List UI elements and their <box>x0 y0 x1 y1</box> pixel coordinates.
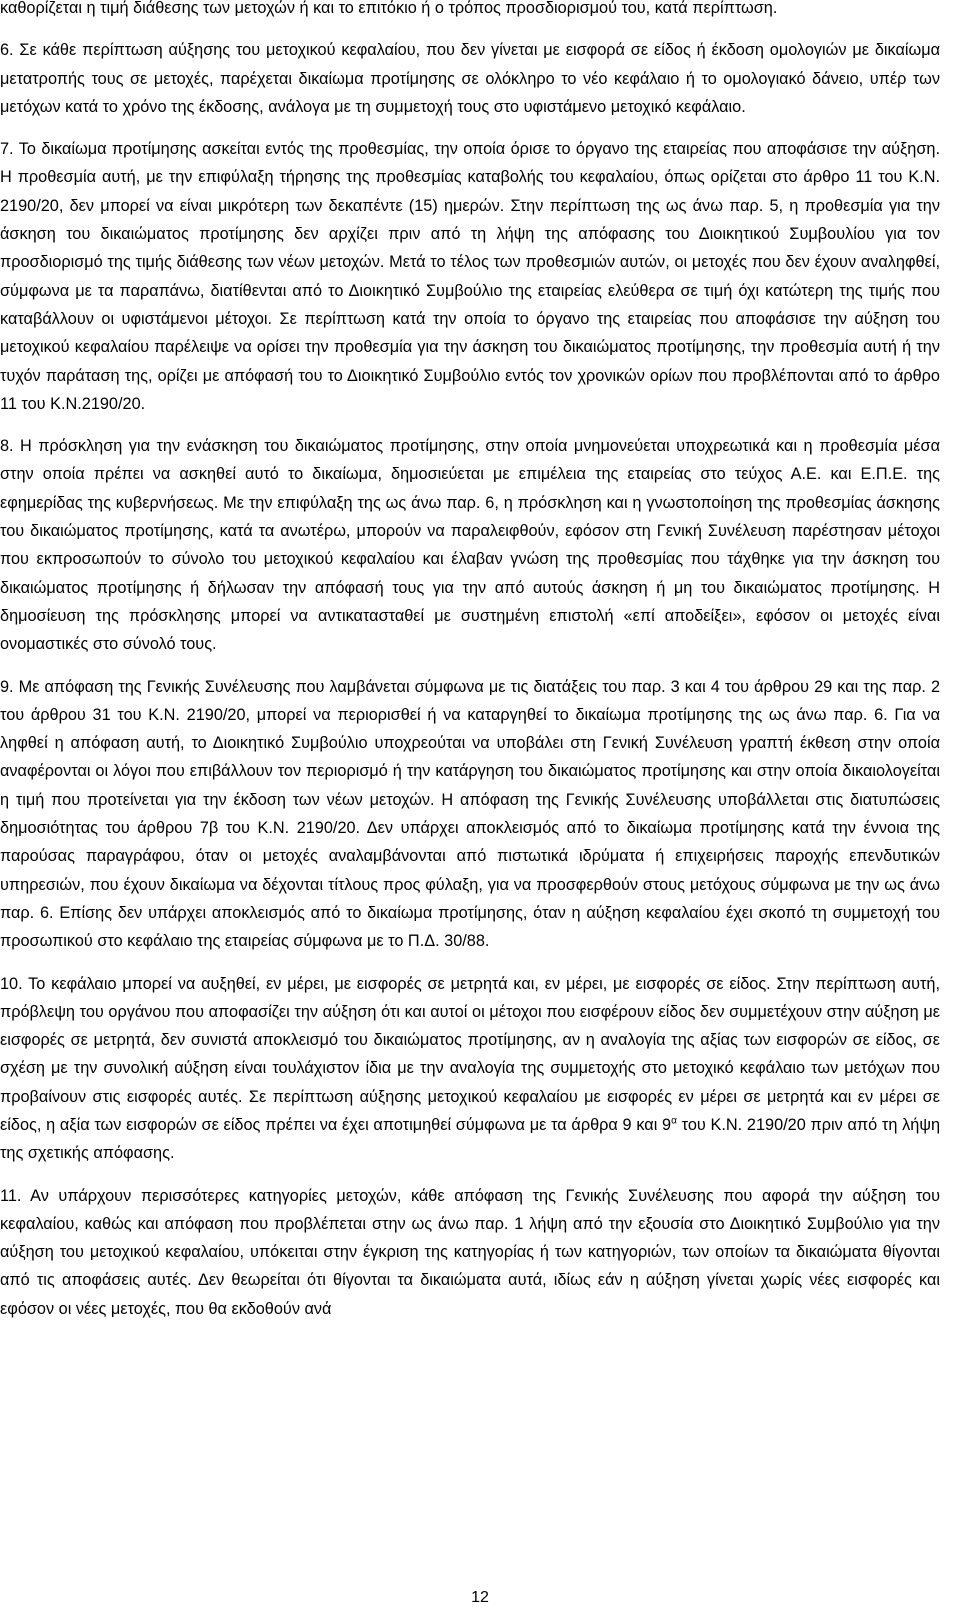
paragraph-11: 11. Αν υπάρχουν περισσότερες κατηγορίες μετοχών, κάθε απόφαση της Γενικής Συνέλευσης που αφορά την αύξηση του κεφαλαίου, καθώς και απόφαση που προβλέπεται στην ως άνω παρ. 1 λήψη από την εξουσία στο Διοικητικό Συμβούλιο για την αύξηση του μετοχικού κεφαλαίου, υπόκειται στην έγκριση της κατηγορίας ή των κατηγοριών, των οποίων τα δικαιώματα θίγονται από τις αποφάσεις αυτές. Δεν θεωρείται ότι θίγονται τα δικαιώματα αυτά, ιδίως εάν η αύξηση γίνεται χωρίς νέες εισφορές και εφόσον οι νέες μετοχές, που θα εκδοθούν ανά <box>0 1186 940 1318</box>
paragraph-10-superscript: α <box>671 1115 677 1127</box>
paragraph-10-tail: του Κ.Ν. 2190/20 πριν από τη λήψη της σχετικής απόφασης. <box>0 1115 940 1163</box>
paragraph-9: 9. Με απόφαση της Γενικής Συνέλευσης που λαμβάνεται σύμφωνα με τις διατάξεις του παρ. 3 και 4 του άρθρου 29 και της παρ. 2 του άρθρου 31 του Κ.Ν. 2190/20, μπορεί να περιορισθεί ή να καταργηθεί το δικαίωμα προτίμησης της ως άνω παρ. 6. Για να ληφθεί η απόφαση αυτή, το Διοικητικό Συμβούλιο υποχρεούται να υποβάλει στη Γενική Συνέλευση γραπτή έκθεση στην οποία αναφέρονται οι λόγοι που επιβάλλουν τον περιορισμό ή την κατάργηση του δικαιώματος προτίμησης και στην οποία δικαιολογείται η τιμή που προτείνεται για την έκδοση των νέων μετοχών. Η απόφαση της Γενικής Συνέλευσης υποβάλλεται στις διατυπώσεις δημοσιότητας του άρθρου 7β του Κ.Ν. 2190/20. Δεν υπάρχει αποκλεισμός από το δικαίωμα προτίμησης κατά την έννοια της παρούσας παραγράφου, όταν οι μετοχές αναλαμβάνονται από πιστωτικά ιδρύματα ή επιχειρήσεις παροχής επενδυτικών υπηρεσιών, που έχουν δικαίωμα να δέχονται τίτλους προς φύλαξη, για να προσφερθούν στους μετόχους σύμφωνα με την ως άνω παρ. 6. Επίσης δεν υπάρχει αποκλεισμός από το δικαίωμα προτίμησης, όταν η αύξηση κεφαλαίου έχει σκοπό τη συμμετοχή του προσωπικού στο κεφάλαιο της εταιρείας σύμφωνα με το Π.Δ. 30/88. <box>0 677 940 951</box>
paragraph-8: 8. Η πρόσκληση για την ενάσκηση του δικαιώματος προτίμησης, στην οποία μνημονεύεται υποχρεωτικά και η προθεσμία μέσα στην οποία πρέπει να ασκηθεί αυτό το δικαίωμα, δημοσιεύεται με επιμέλεια της εταιρείας στο τεύχος Α.Ε. και Ε.Π.Ε. της εφημερίδας της κυβερνήσεως. Με την επιφύλαξη της ως άνω παρ. 6, η πρόσκληση και η γνωστοποίηση της προθεσμίας άσκησης του δικαιώματος προτίμησης, κατά τα ανωτέρω, μπορούν να παραλειφθούν, εφόσον στη Γενική Συνέλευση παρέστησαν μέτοχοι που εκπροσωπούν το σύνολο του μετοχικού κεφαλαίου και έλαβαν γνώση της προθεσμίας που τάχθηκε για την άσκηση του δικαιώματος προτίμησης ή δήλωσαν την απόφασή τους για την από αυτούς άσκηση ή μη του δικαιώματος προτίμησης. Η δημοσίευση της πρόσκλησης μπορεί να αντικατασταθεί με συστημένη επιστολή «επί αποδείξει», εφόσον οι μετοχές είναι ονομαστικές στο σύνολό τους. <box>0 437 940 654</box>
intro-paragraph: καθορίζεται η τιμή διάθεσης των μετοχών ή και το επιτόκιο ή ο τρόπος προσδιορισμού του, κατά περίπτωση. <box>0 0 778 17</box>
paragraph-10 <box>0 970 940 1168</box>
paragraph-7: 7. Το δικαίωμα προτίμησης ασκείται εντός της προθεσμίας, την οποία όρισε το όργανο της εταιρείας που αποφάσισε την αύξηση. Η προθεσμία αυτή, με την επιφύλαξη τήρησης της προθεσμίας καταβολής του κεφαλαίου, όπως ορίζεται στο άρθρο 11 του Κ.Ν. 2190/20, δεν μπορεί να είναι μικρότερη των δεκαπέντε (15) ημερών. Στην περίπτωση της ως άνω παρ. 5, η προθεσμία για την άσκηση του δικαιώματος προτίμησης δεν αρχίζει πριν από τη λήψη της απόφασης του Διοικητικού Συμβουλίου για τον προσδιορισμό της τιμής διάθεσης των νέων μετοχών. Μετά το τέλος των προθεσμιών αυτών, οι μετοχές που δεν έχουν αναληφθεί, σύμφωνα με τα παραπάνω, διατίθενται από το Διοικητικό Συμβούλιο της εταιρείας ελεύθερα σε τιμή όχι κατώτερη της τιμής που καταβάλλουν οι υφιστάμενοι μέτοχοι. Σε περίπτωση κατά την οποία το όργανο της εταιρείας που αποφάσισε την αύξηση του μετοχικού κεφαλαίου παρέλειψε να ορίσει την προθεσμία για την άσκηση του δικαιώματος προτίμησης, την προθεσμία αυτή ή την τυχόν παράταση της, ορίζει με απόφασή του το Διοικητικό Συμβούλιο εντός τον χρονικών ορίων που προβλέπονται από το άρθρο 11 του Κ.Ν.2190/20. <box>0 140 940 413</box>
page-number: 12 <box>471 1589 489 1606</box>
paragraph-6: 6. Σε κάθε περίπτωση αύξησης του μετοχικού κεφαλαίου, που δεν γίνεται με εισφορά σε είδος ή έκδοση ομολογιών με δικαίωμα μετατροπής τους σε μετοχές, παρέχεται δικαίωμα προτίμησης σε ολόκληρο το νέο κεφάλαιο ή το ομολογιακό δάνειο, υπέρ των μετόχων κατά το χρόνο της έκδοσης, ανάλογα με τη συμμετοχή τους στο υφιστάμενο μετοχικό κεφάλαιο. <box>0 41 940 116</box>
paragraph-10-main: 10. Το κεφάλαιο μπορεί να αυξηθεί, εν μέρει, με εισφορές σε μετρητά και, εν μέρει, με εισφορές σε είδος. Στην περίπτωση αυτή, πρόβλεψη του οργάνου που αποφασίζει την αύξηση ότι και αυτοί οι μέτοχοι που εισφέρουν είδος δεν συμμετέχουν στην αύξηση με εισφορές σε μετρητά, δεν συνιστά αποκλεισμό του δικαιώματος προτίμησης, αν η αναλογία της αξίας των εισφορών σε είδος, σε σχέση με την συνολική αύξηση είναι τουλάχιστον ίδια με την αναλογία της συμμετοχής στο μετοχικό κεφάλαιο των μετόχων που προβαίνουν στις εισφορές αυτές. Σε περίπτωση αύξησης μετοχικού κεφαλαίου με εισφορές εν μέρει σε μετρητά και εν μέρει σε είδος, η αξία των εισφορών σε είδος πρέπει να έχει αποτιμηθεί σύμφωνα με τα άρθρα 9 και 9 <box>0 974 940 1134</box>
